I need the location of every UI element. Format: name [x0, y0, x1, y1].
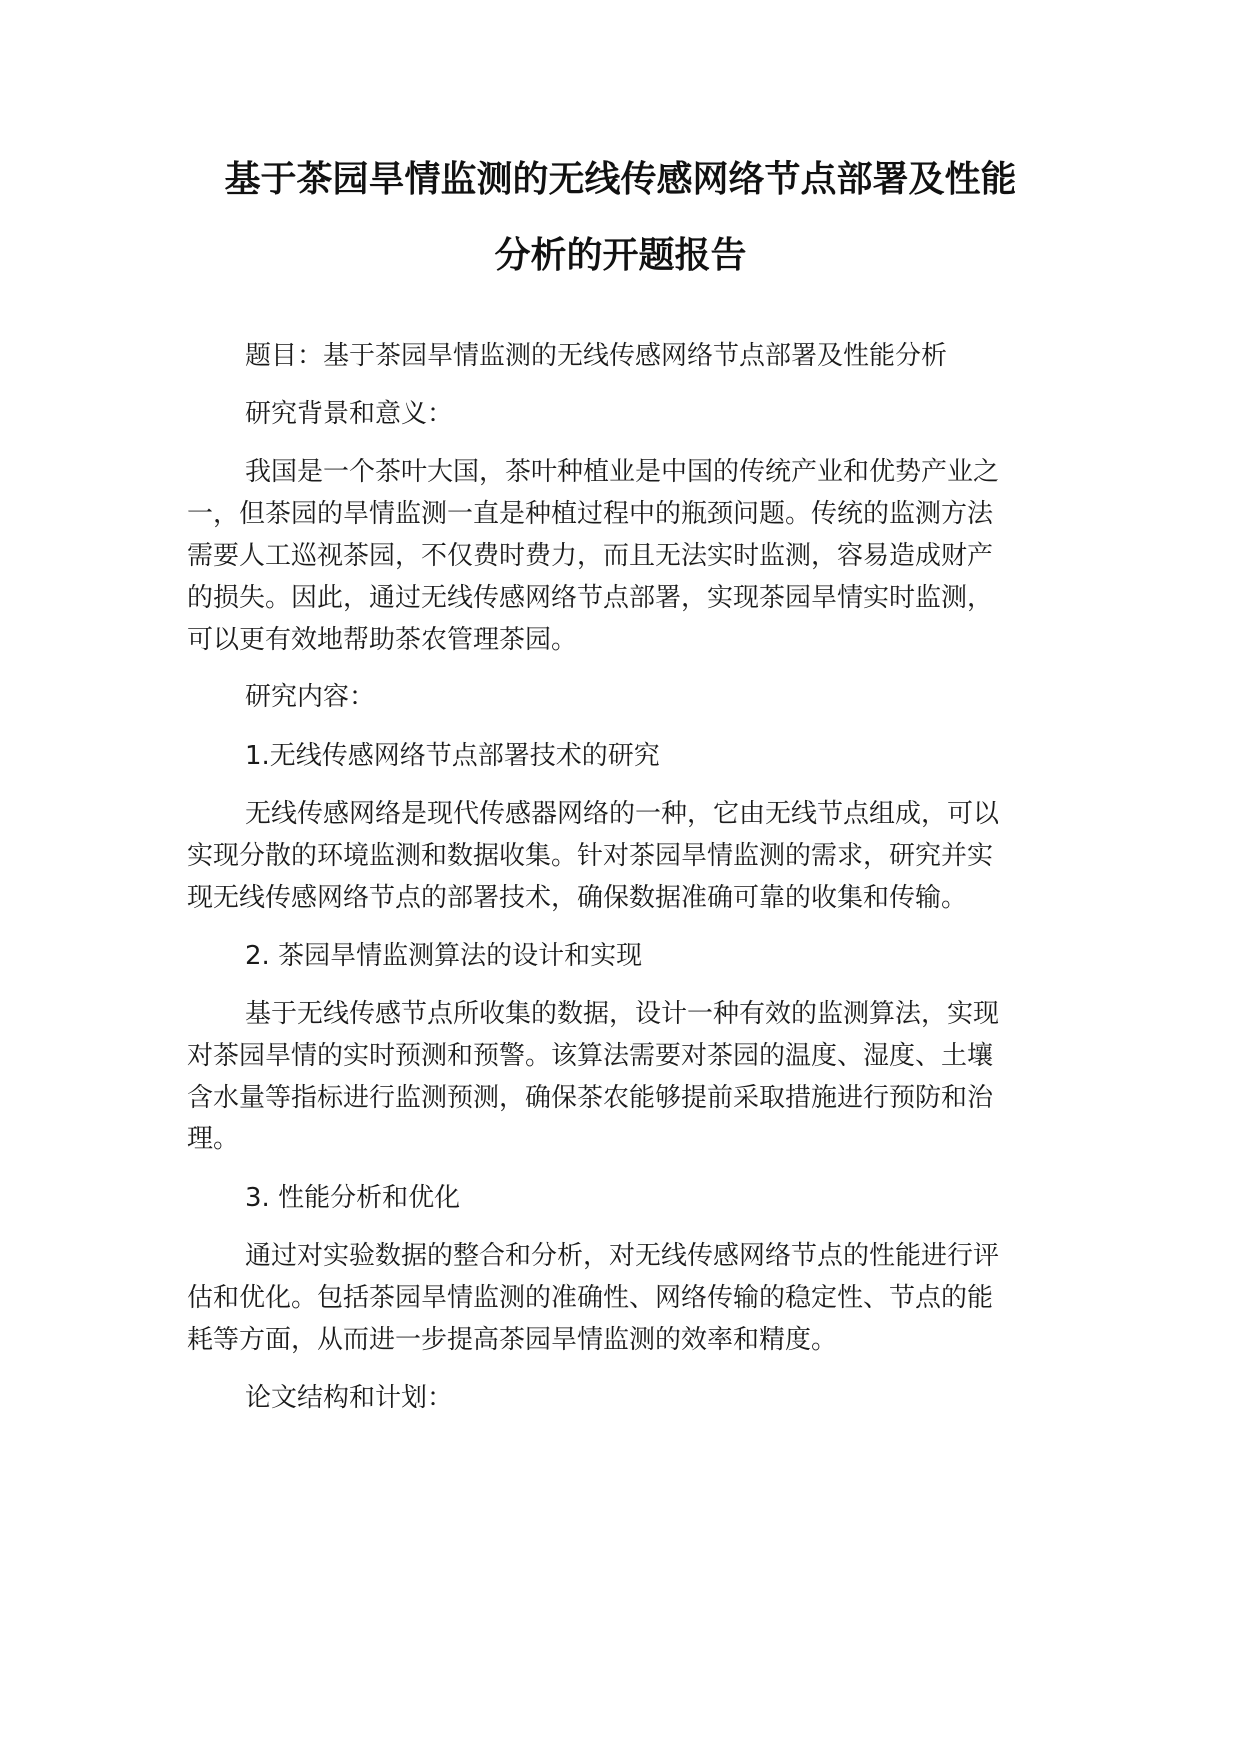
paragraph-line: 含水量等指标进行监测预测，确保茶农能够提前采取措施进行预防和治: [187, 1083, 994, 1113]
section-heading-background: 研究背景和意义：: [245, 399, 454, 429]
paragraph-line: 耗等方面，从而进一步提高茶园旱情监测的效率和精度。: [187, 1325, 838, 1355]
paragraph-line: 理。: [187, 1124, 240, 1154]
paragraph-line: 实现分散的环境监测和数据收集。针对茶园旱情监测的需求，研究并实: [187, 841, 994, 871]
paragraph-line: 无线传感网络是现代传感器网络的一种，它由无线节点组成，可以: [245, 799, 1000, 829]
paragraph-line: 一，但茶园的旱情监测一直是种植过程中的瓶颈问题。传统的监测方法: [187, 499, 994, 529]
paragraph-line: 通过对实验数据的整合和分析，对无线传感网络节点的性能进行评: [245, 1241, 1000, 1271]
document-title-line-2: 分析的开题报告: [494, 235, 747, 276]
paragraph-line: 估和优化。包括茶园旱情监测的准确性、网络传输的稳定性、节点的能: [187, 1283, 994, 1313]
section-heading-structure: 论文结构和计划：: [245, 1383, 454, 1413]
paragraph-line: 可以更有效地帮助茶农管理茶园。: [187, 625, 578, 655]
paragraph-line: 现无线传感网络节点的部署技术，确保数据准确可靠的收集和传输。: [187, 883, 968, 913]
subsection-heading-2: 2. 茶园旱情监测算法的设计和实现: [245, 941, 643, 971]
subsection-heading-1: 1.无线传感网络节点部署技术的研究: [245, 741, 660, 771]
section-heading-content: 研究内容：: [245, 682, 376, 712]
paragraph-line: 的损失。因此，通过无线传感网络节点部署，实现茶园旱情实时监测，: [187, 583, 994, 613]
paragraph-line: 基于无线传感节点所收集的数据，设计一种有效的监测算法，实现: [245, 999, 1000, 1029]
document-title-line-1: 基于茶园旱情监测的无线传感网络节点部署及性能: [224, 159, 1017, 200]
paragraph-line: 需要人工巡视茶园，不仅费时费力，而且无法实时监测，容易造成财产: [187, 541, 994, 571]
topic-line: 题目：基于茶园旱情监测的无线传感网络节点部署及性能分析: [245, 341, 948, 371]
paragraph-line: 我国是一个茶叶大国，茶叶种植业是中国的传统产业和优势产业之: [245, 457, 1000, 487]
paragraph-line: 对茶园旱情的实时预测和预警。该算法需要对茶园的温度、湿度、土壤: [187, 1041, 994, 1071]
subsection-heading-3: 3. 性能分析和优化: [245, 1183, 461, 1213]
